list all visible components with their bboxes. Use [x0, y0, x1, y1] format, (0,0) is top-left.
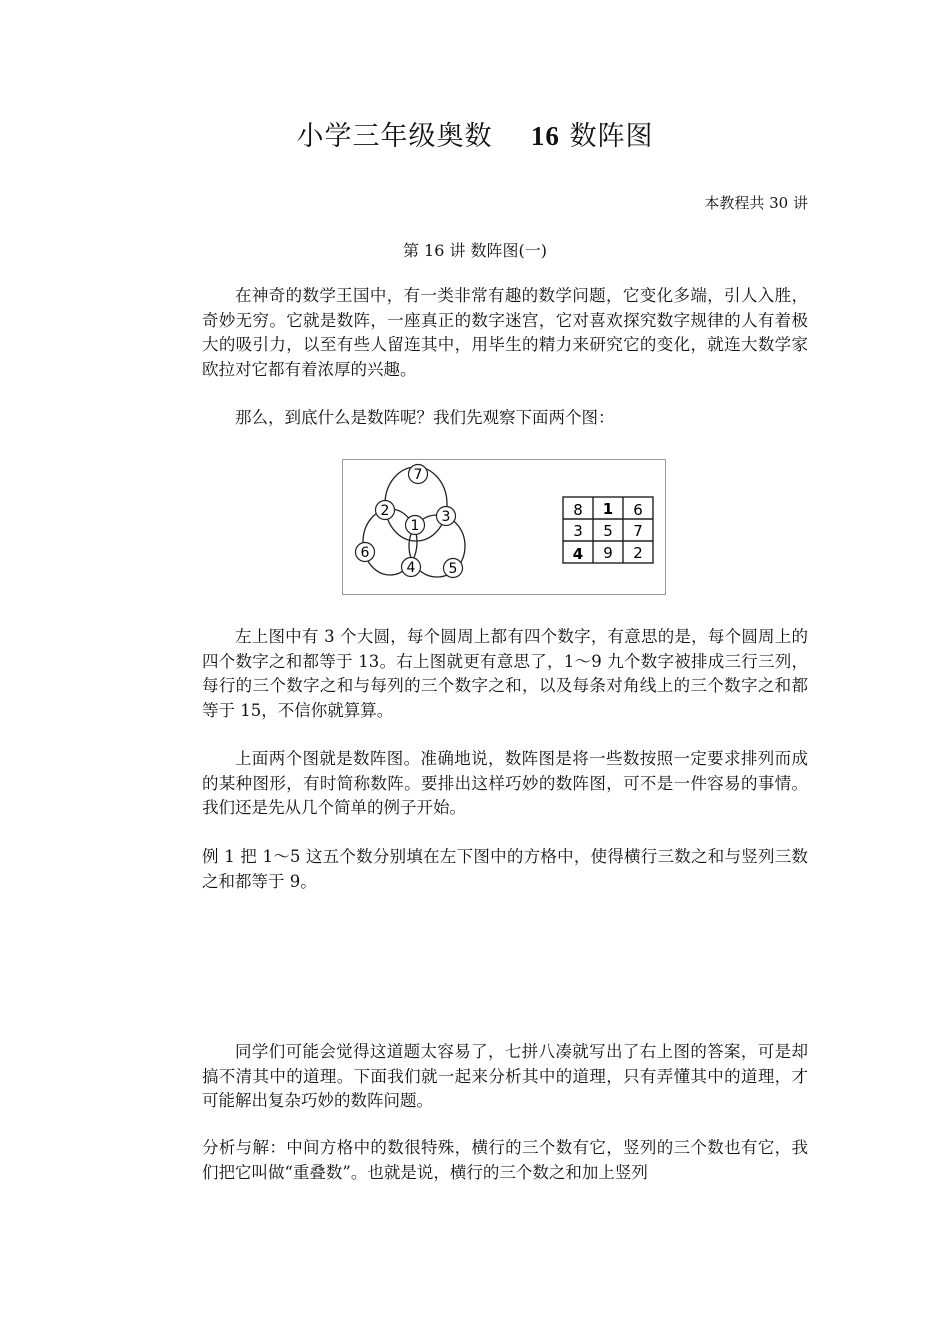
question-paragraph: 那么，到底什么是数阵呢？我们先观察下面两个图：: [235, 408, 615, 427]
title-suffix: 数阵图: [569, 121, 654, 152]
explain-paragraph: 左上图中有 3 个大圆，每个圆周上都有四个数字，有意思的是，每个圆周上的四个数字之和都等于 13。右上图就更有意思了，1～9 九个数字被排成三行三列，每行的三个数字之和与每列的三个数字之和，以及每条对角线上的三个数字之和都等于 15，不信你就算算。: [202, 627, 808, 720]
title-prefix: 小学三年级奥数: [296, 121, 493, 152]
number-array-figure: [342, 459, 666, 595]
students-paragraph: 同学们可能会觉得这道题太容易了，七拼八凑就写出了右上图的答案，可是却搞不清其中的道理。下面我们就一起来分析其中的道理，只有弄懂其中的道理，才可能解出复杂巧妙的数阵问题。: [202, 1042, 808, 1110]
title-number: 16: [530, 121, 560, 151]
cell-r2-c3: 7: [633, 522, 643, 540]
node-label-5: 5: [448, 561, 458, 577]
lecture-heading: 第 16 讲 数阵图(一): [402, 241, 548, 260]
node-label-6: 6: [360, 545, 370, 561]
cell-r3-c2: 9: [603, 544, 613, 562]
magic-square-values: [573, 500, 643, 563]
cell-r1-c3: 6: [633, 501, 643, 519]
circle-nodes: [356, 465, 463, 578]
node-label-1: 1: [410, 518, 420, 534]
cell-r1-c2: 1: [602, 500, 614, 518]
cell-r1-c1: 8: [573, 501, 583, 519]
definition-paragraph: 上面两个图就是数阵图。准确地说，数阵图是将一些数按照一定要求排列而成的某种图形，有时简称数阵。要排出这样巧妙的数阵图，可不是一件容易的事情。我们还是先从几个简单的例子开始。: [202, 749, 808, 817]
example-1-paragraph: 例 1 把 1～5 这五个数分别填在左下图中的方格中，使得横行三数之和与竖列三数之和都等于 9。: [202, 847, 808, 891]
node-label-4: 4: [406, 560, 416, 576]
total-lectures: 本教程共 30 讲: [704, 194, 808, 212]
cell-r2-c1: 3: [573, 522, 583, 540]
figure-svg: [343, 460, 665, 594]
node-label-2: 2: [380, 503, 390, 519]
analysis-paragraph: 分析与解：中间方格中的数很特殊，横行的三个数有它，竖列的三个数也有它，我们把它叫做“重叠数”。也就是说，横行的三个数之和加上竖列: [202, 1138, 808, 1182]
intro-paragraph: 在神奇的数学王国中，有一类非常有趣的数学问题，它变化多端，引人入胜，奇妙无穷。它就是数阵，一座真正的数字迷宫，它对喜欢探究数字规律的人有着极大的吸引力，以至有些人留连其中，用毕生的精力来研究它的变化，就连大数学家欧拉对它都有着浓厚的兴趣。: [202, 286, 808, 379]
node-label-3: 3: [441, 509, 451, 525]
cell-r3-c1: 4: [572, 545, 584, 563]
cell-r3-c3: 2: [633, 544, 643, 562]
node-label-7: 7: [413, 467, 423, 483]
page-title: [0, 114, 950, 153]
cell-r2-c2: 5: [603, 522, 613, 540]
